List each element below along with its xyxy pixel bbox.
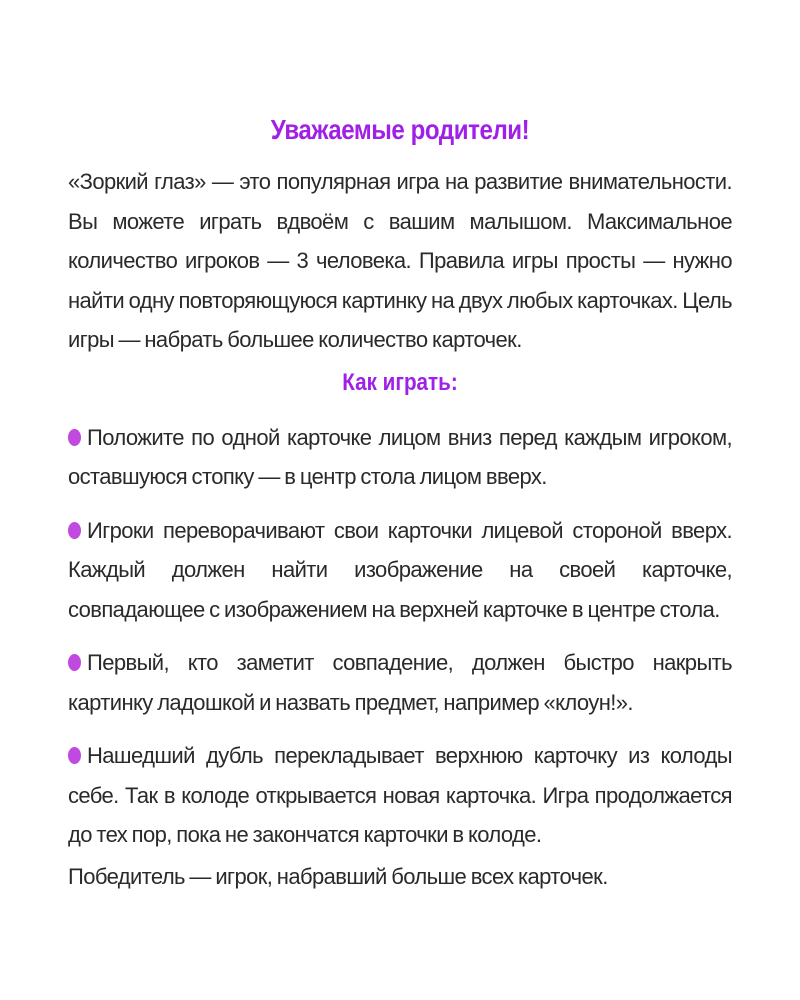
instructions-page — [68, 110, 732, 896]
bullet-dot-icon — [68, 654, 81, 671]
step-item — [68, 418, 732, 497]
step-text: Положите по одной карточке лицом вниз перед каждым игроком, оставшуюся стопку — в центр стола лицом вверх. — [68, 424, 732, 489]
page-title: Уважаемые родители! — [270, 114, 530, 145]
step-text: Игроки переворачивают свои карточки лицевой стороной вверх. Каждый должен найти изображение на своей карточке, совпадающее с изображением на верхней карточке в центре стола. — [68, 517, 732, 622]
how-to-play-heading: Как играть: — [342, 368, 458, 396]
step-text: Первый, кто заметит совпадение, должен быстро накрыть картинку ладошкой и назвать предмет, например «клоун!». — [68, 650, 732, 715]
winner-paragraph: Победитель — игрок, набравший больше всех карточек. — [68, 863, 608, 889]
step-item — [68, 736, 732, 855]
bullet-dot-icon — [68, 429, 81, 446]
bullet-dot-icon — [68, 522, 81, 539]
step-text: Нашедший дубль перекладывает верхнюю карточку из колоды себе. Так в колоде открывается новая карточка. Игра продолжается до тех пор, пока не закончатся карточки в колоде. — [68, 743, 732, 847]
steps-list — [68, 418, 732, 855]
step-item — [68, 511, 732, 630]
bullet-dot-icon — [68, 747, 81, 764]
step-item — [68, 643, 732, 722]
intro-paragraph: «Зоркий глаз» — это популярная игра на развитие внимательности. Вы можете играть вдвоём с вашим малышом. Максимальное количество игроков — 3 человека. Правила игры просты — нужно найти одну повторяющуюся картинку на двух любых карточках. Цель игры — набрать большее количество карточек. — [68, 169, 732, 352]
